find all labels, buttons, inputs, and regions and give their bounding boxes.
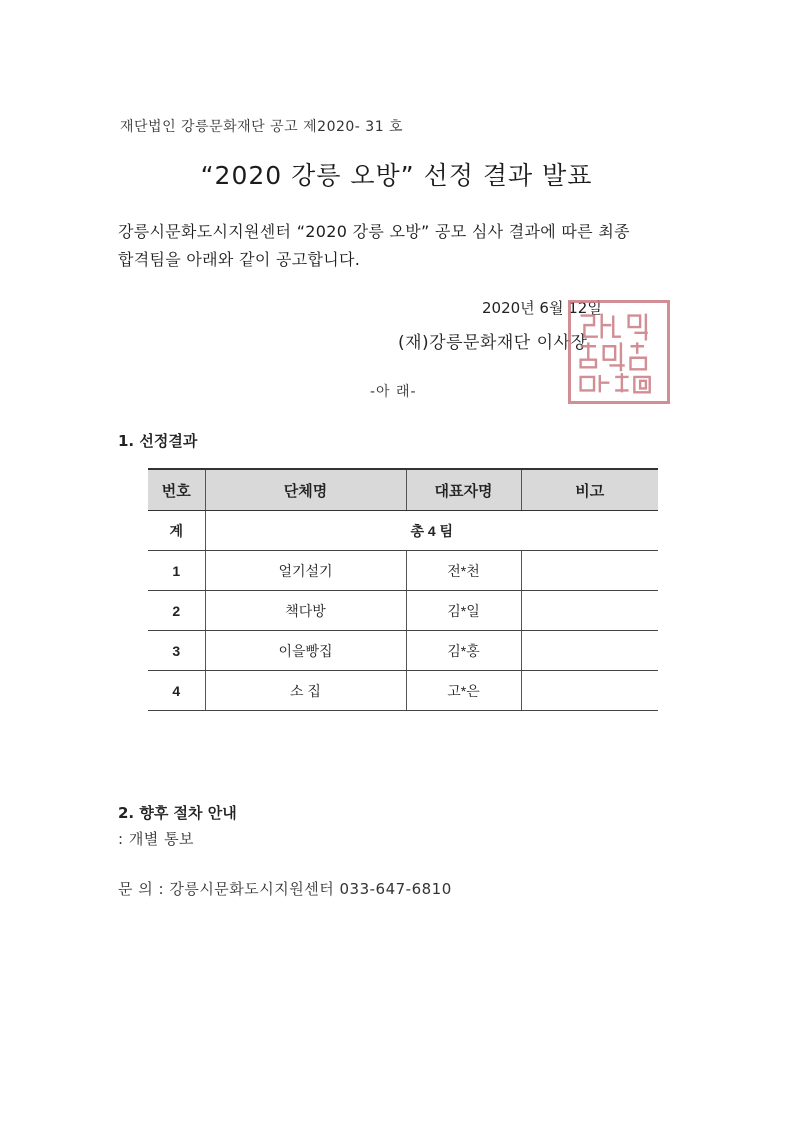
table-header-row (148, 469, 658, 511)
notice-number: 재단법인 강릉문화재단 공고 제2020- 31 호 (120, 119, 404, 135)
below-marker: -아 래- (370, 384, 417, 400)
intro-line-2: 합격팀을 아래와 같이 공고합니다. (118, 250, 361, 269)
table-row (148, 671, 658, 711)
issuer-name: (재)강릉문화재단 이사장 (398, 333, 588, 353)
table-row (148, 551, 658, 591)
table-row (148, 591, 658, 631)
row-number: 3 (148, 631, 205, 671)
row-note (521, 591, 658, 631)
row-rep: 고*은 (406, 671, 521, 711)
section-1-heading: 1. 선정결과 (118, 432, 198, 450)
row-rep: 김*일 (406, 591, 521, 631)
row-note (521, 551, 658, 591)
row-team: 책다방 (205, 591, 406, 631)
intro-line-1: 강릉시문화도시지원센터 “2020 강릉 오방” 공모 심사 결과에 따른 최종 (118, 222, 630, 241)
total-label: 계 (148, 511, 205, 551)
section-2-body: : 개별 통보 (118, 830, 195, 848)
page-title: “2020 강릉 오방” 선정 결과 발표 (200, 161, 593, 190)
row-rep: 김*홍 (406, 631, 521, 671)
results-table (148, 468, 658, 711)
official-seal-stamp (568, 300, 670, 404)
table-row (148, 631, 658, 671)
total-row (148, 511, 658, 551)
section-2-heading: 2. 향후 절차 안내 (118, 804, 237, 822)
seal-icon (571, 303, 667, 401)
row-number: 4 (148, 671, 205, 711)
contact-info: 문 의 : 강릉시문화도시지원센터 033-647-6810 (118, 880, 452, 898)
row-number: 1 (148, 551, 205, 591)
total-value: 총 4 팀 (205, 511, 658, 551)
row-note (521, 671, 658, 711)
header-note: 비고 (521, 469, 658, 511)
header-representative: 대표자명 (406, 469, 521, 511)
row-note (521, 631, 658, 671)
intro-paragraph (118, 218, 678, 274)
announcement-date: 2020년 6월 12일 (482, 299, 602, 317)
row-rep: 전*천 (406, 551, 521, 591)
row-team: 소 집 (205, 671, 406, 711)
header-number: 번호 (148, 469, 205, 511)
row-team: 얼기설기 (205, 551, 406, 591)
row-team: 이을빵집 (205, 631, 406, 671)
header-team-name: 단체명 (205, 469, 406, 511)
row-number: 2 (148, 591, 205, 631)
